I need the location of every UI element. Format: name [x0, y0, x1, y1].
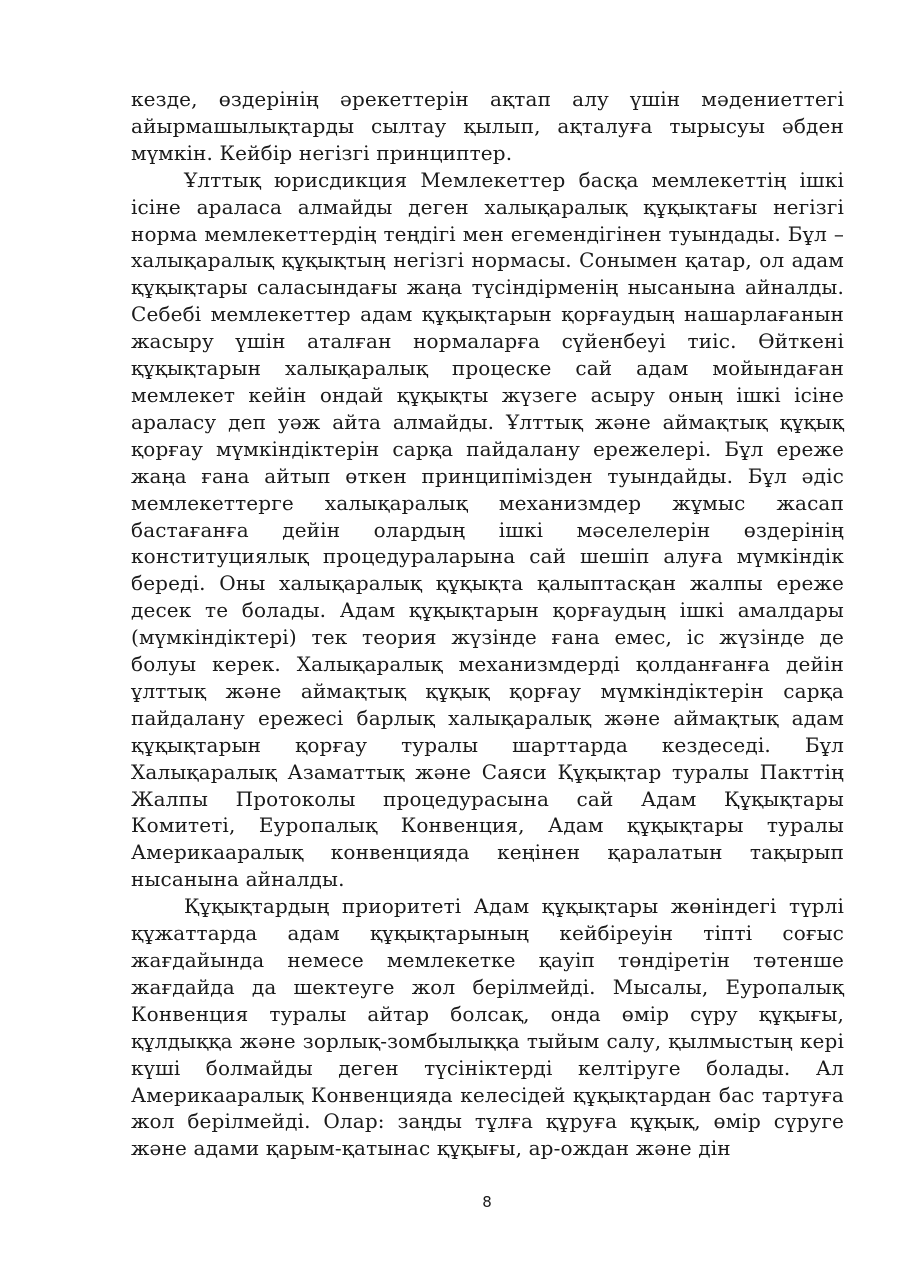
- paragraph-national-jurisdiction: Ұлттық юрисдикция Мемлекеттер басқа мемлекеттің ішкі ісіне араласа алмайды деген халықаралық құқықтағы негізгі норма мемлекеттердің теңдігі мен егемендігінен туындады. Бұл – халықаралық құқықтың негізгі нормасы. Сонымен қатар, ол адам құқықтары саласындағы жаңа түсіндірменің нысанына айналды. Себебі мемлекеттер адам құқықтарын қорғаудың нашарлағанын жасыру үшін аталған нормаларға сүйенбеуі тиіс. Өйткені құқықтарын халықаралық процеске сай адам мойындаған мемлекет кейін ондай құқықты жүзеге асыру оның ішкі ісіне араласу деп уәж айта алмайды. Ұлттық және аймақтық құқық қорғау мүмкіндіктерін сарқа пайдалану ережелері. Бұл ереже жаңа ғана айтып өткен принципімізден туындайды. Бұл әдіс мемлекеттерге халықаралық механизмдер жұмыс жасап бастағанға дейін олардың ішкі мәселелерін өздерінің конституциялық процедураларына сай шешіп алуға мүмкіндік береді. Оны халықаралық құқықта қалыптасқан жалпы ереже десек те болады. Адам құқықтарын қорғаудың ішкі амалдары (мүмкіндіктері) тек теория жүзінде ғана емес, іс жүзінде де болуы керек. Халықаралық механизмдерді қолданғанға дейін ұлттық және аймақтық құқық қорғау мүмкіндіктерін сарқа пайдалану ережесі барлық халықаралық және аймақтық адам құқықтарын қорғау туралы шарттарда кездеседі. Бұл Халықаралық Азаматтық және Саяси Құқықтар туралы Пакттің Жалпы Протоколы процедурасына сай Адам Құқықтары Комитеті, Еуропалық Конвенция, Адам құқықтары туралы Америкааралық конвенцияда кеңінен қаралатын тақырып нысанына айналды.: [131, 167, 844, 892]
- body-text: [131, 86, 844, 1162]
- page-number: 8: [482, 1193, 492, 1211]
- paragraph-continuation: кезде, өздерінің әрекеттерін ақтап алу үшін мәдениеттегі айырмашылықтарды сылтау қылып, ақталуға тырысуы әбден мүмкін. Кейбір негізгі принциптер.: [131, 87, 844, 165]
- paragraph-rights-priority: Құқықтардың приоритеті Адам құқықтары жөніндегі түрлі құжаттарда адам құқықтарының кейбіреуін тіпті соғыс жағдайында немесе мемлекетке қауіп төндіретін төтенше жағдайда да шектеуге жол берілмейді. Мысалы, Еуропалық Конвенция туралы айтар болсақ, онда өмір сүру құқығы, құлдыққа және зорлық-зомбылыққа тыйым салу, қылмыстың кері күші болмайды деген түсініктерді келтіруге болады. Ал Америкааралық Конвенцияда келесідей құқықтардан бас тартуға жол берілмейді. Олар: заңды тұлға құруға құқық, өмір сүруге және адами қарым-қатынас құқығы, ар-ождан және дін: [131, 894, 844, 1161]
